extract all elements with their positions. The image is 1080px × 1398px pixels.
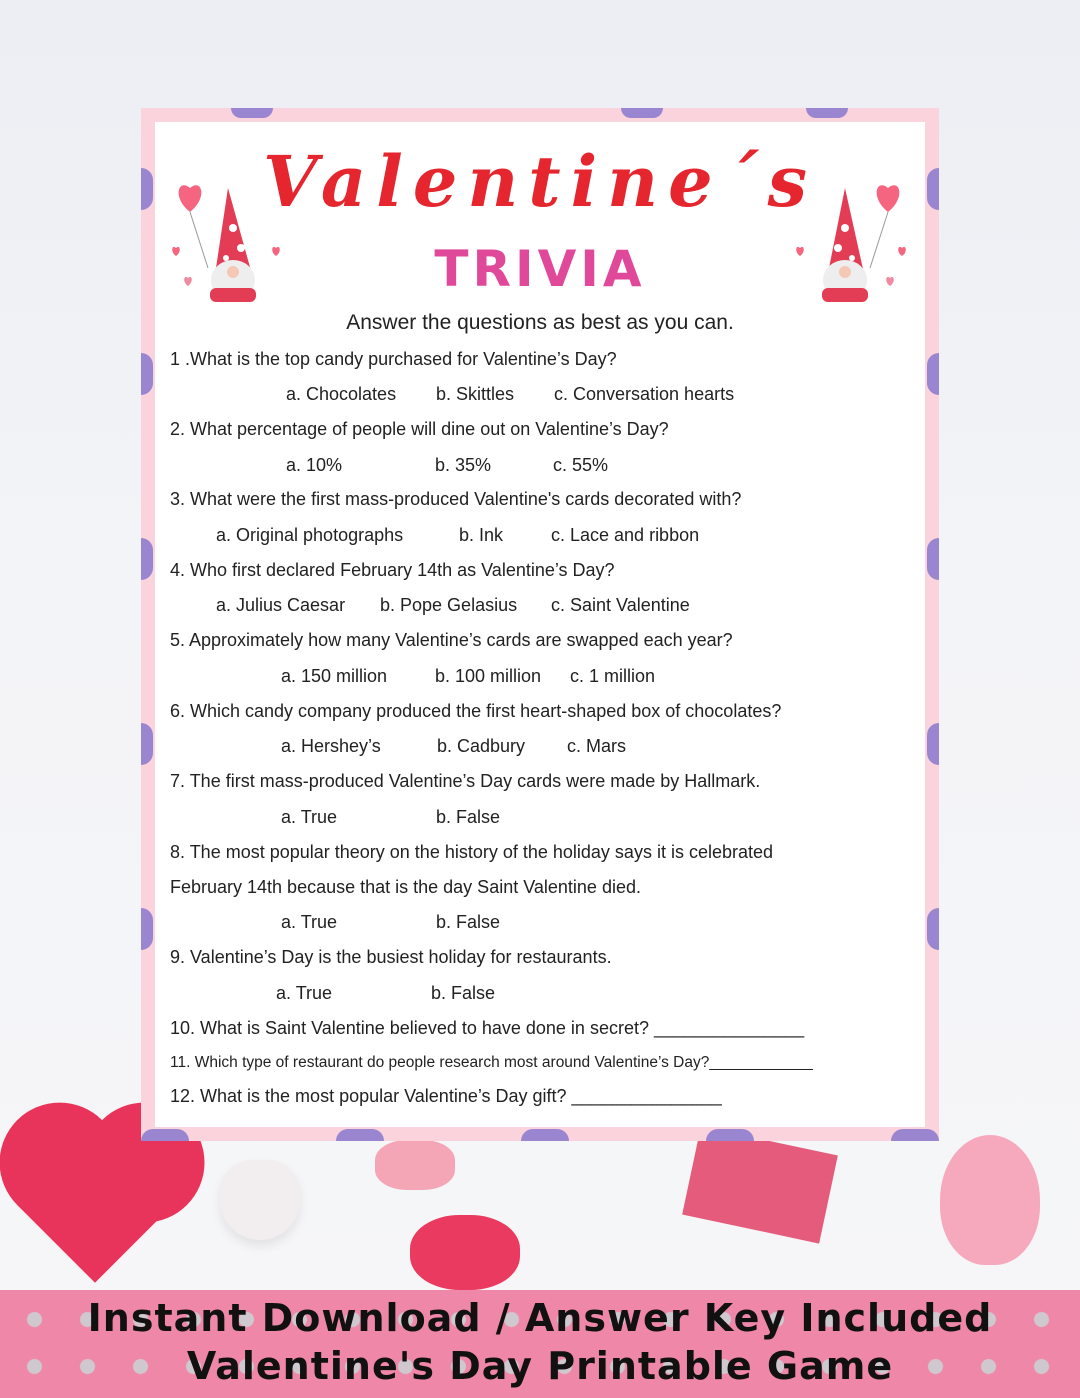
answer-option[interactable]: b. Ink [459,525,504,545]
answer-option[interactable]: b. 35% [435,455,492,475]
border-tab [891,1129,939,1141]
question-4: 4. Who first declared February 14th as Valentine’s Day? [170,560,615,580]
question-10[interactable]: 10. What is Saint Valentine believed to have done in secret? _______________ [170,1018,805,1038]
felt-heart-icon [410,1215,520,1290]
question-7: 7. The first mass-produced Valentine’s Day cards were made by Hallmark. [170,771,761,791]
question-8-continued: February 14th because that is the day Saint Valentine died. [170,877,641,897]
answer-option[interactable]: a. 150 million [281,666,388,686]
border-tab [141,1129,189,1141]
border-tab [927,908,939,950]
border-tab [927,723,939,765]
border-tab [336,1129,384,1141]
question-2: 2. What percentage of people will dine out on Valentine’s Day? [170,419,669,439]
answer-option[interactable]: c. Mars [567,736,627,756]
border-tab [927,538,939,580]
border-tab [927,353,939,395]
pink-candy-heart-icon [375,1140,455,1190]
answer-option[interactable]: c. 1 million [570,666,656,686]
border-tab [141,353,153,395]
question-12[interactable]: 12. What is the most popular Valentine’s Day gift? _______________ [170,1086,722,1106]
banner-line-1: Instant Download / Answer Key Included [87,1296,993,1340]
banner-line-2: Valentine's Day Printable Game [186,1344,894,1388]
answer-option[interactable]: a. True [281,807,338,827]
answer-option[interactable]: c. Conversation hearts [554,384,735,404]
answer-option[interactable]: b. False [431,983,496,1003]
border-tab [621,108,663,118]
answer-option[interactable]: b. Skittles [436,384,515,404]
answer-option[interactable]: b. False [436,807,501,827]
border-tab [806,108,848,118]
answer-option[interactable]: a. True [281,912,338,932]
answer-option[interactable]: a. 10% [286,455,343,475]
question-5: 5. Approximately how many Valentine’s cards are swapped each year? [170,630,733,650]
question-1: 1 .What is the top candy purchased for Valentine’s Day? [170,349,617,369]
answer-option[interactable]: a. True [276,983,333,1003]
question-11[interactable]: 11. Which type of restaurant do people research most around Valentine’s Day?____________ [170,1054,813,1071]
border-tab [141,908,153,950]
border-tab [141,723,153,765]
instructions-text: Answer the questions as best as you can. [346,311,734,334]
gift-box-icon [682,1126,838,1243]
question-9: 9. Valentine’s Day is the busiest holiday for restaurants. [170,947,612,967]
answer-option[interactable]: b. 100 million [435,666,542,686]
border-tab [231,108,273,118]
page-subtitle: TRIVIA [434,240,646,298]
answer-option[interactable]: b. False [436,912,501,932]
answer-option[interactable]: a. Julius Caesar [216,595,346,615]
white-candy-heart-icon [220,1160,300,1240]
answer-option[interactable]: c. 55% [553,455,609,475]
answer-option[interactable]: c. Saint Valentine [551,595,690,615]
page-title: Valentine´s [262,140,818,223]
felt-heart-icon [17,1127,173,1283]
question-6: 6. Which candy company produced the first heart-shaped box of chocolates? [170,701,782,721]
answer-option[interactable]: c. Lace and ribbon [551,525,700,545]
answer-option[interactable]: b. Cadbury [437,736,526,756]
answer-option[interactable]: b. Pope Gelasius [380,595,518,615]
promo-banner [0,1290,1080,1398]
question-3: 3. What were the first mass-produced Valentine's cards decorated with? [170,489,742,509]
answer-option[interactable]: a. Original photographs [216,525,404,545]
pink-candy-heart-icon [940,1135,1040,1265]
answer-option[interactable]: a. Chocolates [286,384,397,404]
border-tab [706,1129,754,1141]
border-tab [141,538,153,580]
answer-option[interactable]: a. Hershey’s [281,736,381,756]
question-8: 8. The most popular theory on the history of the holiday says it is celebrated [170,842,773,862]
border-tab [521,1129,569,1141]
